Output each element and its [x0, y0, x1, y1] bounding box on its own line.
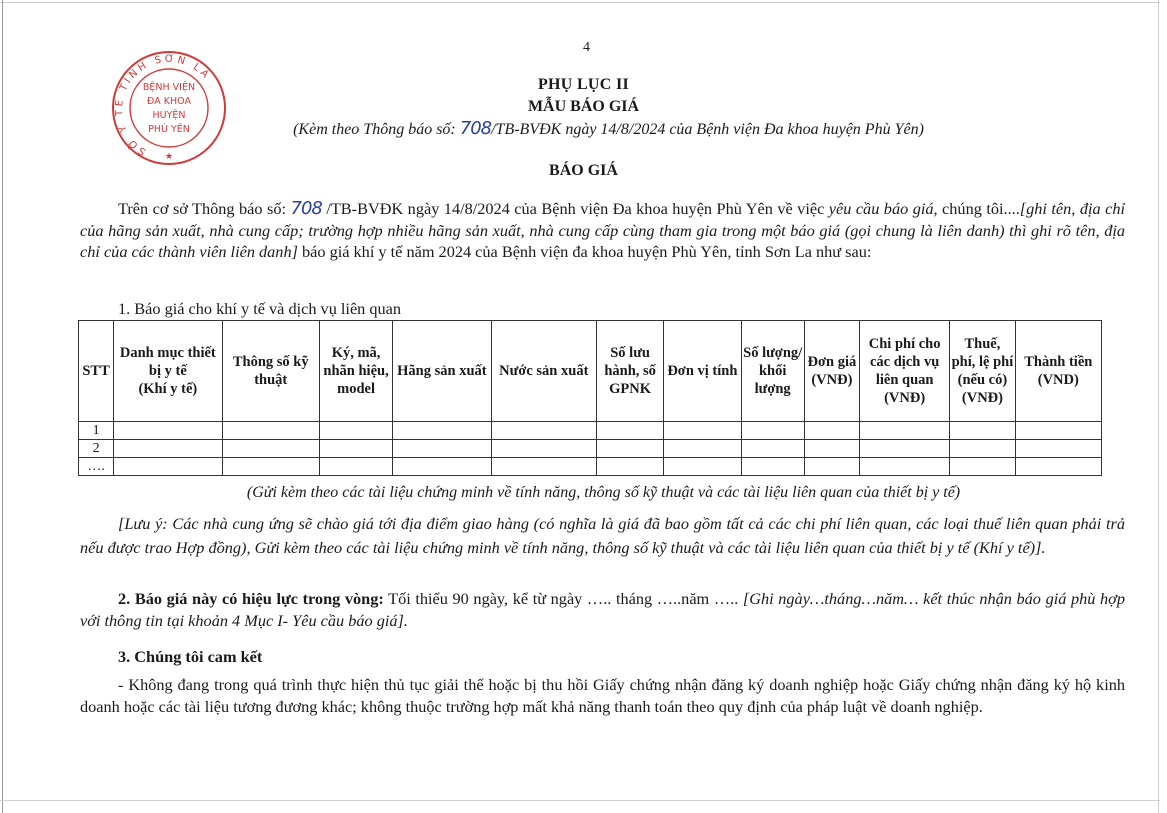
table-cell [393, 440, 491, 458]
appendix-title: PHỤ LỤC II [537, 76, 629, 93]
row-number: 2 [79, 440, 114, 458]
seal-line-4: PHÙ YÊN [148, 124, 190, 135]
table-cell [1015, 422, 1101, 440]
table-cell [319, 440, 392, 458]
table-cell [664, 422, 741, 440]
table-cell [741, 458, 804, 476]
handwritten-number: 708 [459, 118, 492, 139]
table-cell [804, 458, 859, 476]
table-cell [491, 422, 596, 440]
row-number: …. [79, 458, 114, 476]
table-cell [950, 422, 1015, 440]
validity-paragraph: 2. Báo giá này có hiệu lực trong vòng: Tối thiểu 90 ngày, kể từ ngày ….. tháng …..năm ….. [Ghi ngày…tháng…năm… kết thúc nhận báo giá phù hợp với thông tin tại khoản 4 Mục I- Yêu cầu báo giá]. [80, 589, 1126, 630]
table-cell [950, 458, 1015, 476]
table-cell [859, 440, 949, 458]
table-cell [804, 440, 859, 458]
col-header-total: Thành tiền (VND) [1015, 321, 1101, 422]
table-cell [950, 440, 1015, 458]
col-header-specs: Thông số kỹ thuật [222, 321, 319, 422]
col-header-unit-price: Đơn giá (VNĐ) [804, 321, 859, 422]
commitment-item-1: - Không đang trong quá trình thực hiện thủ tục giải thể hoặc bị thu hồi Giấy chứng nhận đăng ký doanh nghiệp hoặc Giấy chứng nhận đăng ký hộ kinh doanh hoặc các tài liệu tương đương khác; không thuộc trường hợp mất khả năng thanh toán theo quy định của pháp luật về doanh nghiệp. [80, 675, 1125, 716]
table-cell [393, 422, 491, 440]
col-header-tax: Thuế, phí, lệ phí (nếu có) (VNĐ) [950, 321, 1015, 422]
col-header-manufacturer: Hãng sản xuất [393, 321, 491, 422]
table-cell [596, 458, 663, 476]
intro-paragraph: Trên cơ sở Thông báo số: 708 /TB-BVĐK ngày 14/8/2024 của Bệnh viện Đa khoa huyện Phù Yên về việc yêu cầu báo giá, chúng tôi....[ghi tên, địa chỉ của hãng sản xuất, nhà cung cấp; trường hợp nhiều hãng sản xuất, nhà cung cấp cùng tham gia trong một báo giá (gọi chung là liên danh) thì ghi rõ tên, địa chỉ của các thành viên liên danh] báo giá khí y tế năm 2024 của Bệnh viện đa khoa huyện Phù Yên, tỉnh Sơn La như sau: [80, 198, 1126, 261]
col-header-model: Ký, mã, nhãn hiệu, model [319, 321, 392, 422]
attachment-note: (Gửi kèm theo các tài liệu chứng minh về tính năng, thông số kỹ thuật và các tài liệu liên quan của thiết bị y tế) [246, 484, 961, 501]
table-cell [664, 440, 741, 458]
table-cell [741, 440, 804, 458]
col-header-country: Nước sản xuất [491, 321, 596, 422]
page-border-bottom [0, 800, 1160, 801]
page-border-top [0, 2, 1160, 3]
table-row [79, 458, 1102, 476]
table-cell [222, 422, 319, 440]
col-header-quantity: Số lượng/ khối lượng [741, 321, 804, 422]
col-header-stt: STT [79, 321, 114, 422]
seal-ring-text: SỞ Y TẾ TỈNH SƠN LA [113, 53, 213, 158]
table-cell [393, 458, 491, 476]
table-cell [114, 458, 222, 476]
table-cell [664, 458, 741, 476]
col-header-unit: Đơn vị tính [664, 321, 741, 422]
table-cell [319, 458, 392, 476]
reference-line: (Kèm theo Thông báo số: 708/TB-BVĐK ngày 14/8/2024 của Bệnh viện Đa khoa huyện Phù Yên) [293, 118, 924, 139]
quotation-table [78, 320, 1102, 476]
table-cell [114, 440, 222, 458]
caution-note: [Lưu ý: Các nhà cung ứng sẽ chào giá tới địa điểm giao hàng (có nghĩa là giá đã bao gồm tất cả các chi phí liên quan, các loại thuế liên quan phải trả nếu được trao Hợp đồng), Gửi kèm theo các tài liệu chứng minh về tính năng, thông số kỹ thuật và các tài liệu liên quan của thiết bị y tế (Khí y tế)]. [80, 514, 1125, 557]
table-cell [114, 422, 222, 440]
section-1-title: 1. Báo giá cho khí y tế và dịch vụ liên quan [118, 299, 402, 318]
col-header-service-cost: Chi phí cho các dịch vụ liên quan (VNĐ) [859, 321, 949, 422]
seal-line-2: ĐA KHOA [147, 96, 191, 107]
table-row [79, 422, 1102, 440]
seal-line-3: HUYỆN [152, 110, 186, 121]
table-cell [319, 422, 392, 440]
handwritten-number: 708 [290, 198, 322, 219]
table-row [79, 440, 1102, 458]
form-title: MẪU BÁO GIÁ [527, 98, 640, 115]
table-cell [741, 422, 804, 440]
table-cell [491, 440, 596, 458]
table-cell [1015, 458, 1101, 476]
table-cell [491, 458, 596, 476]
page-number: 4 [583, 40, 590, 55]
table-cell [859, 422, 949, 440]
document-title: BÁO GIÁ [549, 162, 618, 179]
col-header-license: Số lưu hành, số GPNK [596, 321, 663, 422]
seal-star-icon: ★ [164, 152, 174, 162]
row-number: 1 [79, 422, 114, 440]
seal-line-1: BỆNH VIỆN [142, 82, 196, 93]
table-cell [596, 440, 663, 458]
col-header-item: Danh mục thiết bị y tế (Khí y tế) [114, 321, 222, 422]
section-3-title: 3. Chúng tôi cam kết [118, 647, 263, 666]
table-header-row [79, 321, 1102, 422]
table-cell [596, 422, 663, 440]
table-cell [1015, 440, 1101, 458]
table-cell [859, 458, 949, 476]
table-cell [804, 422, 859, 440]
table-cell [222, 440, 319, 458]
table-cell [222, 458, 319, 476]
